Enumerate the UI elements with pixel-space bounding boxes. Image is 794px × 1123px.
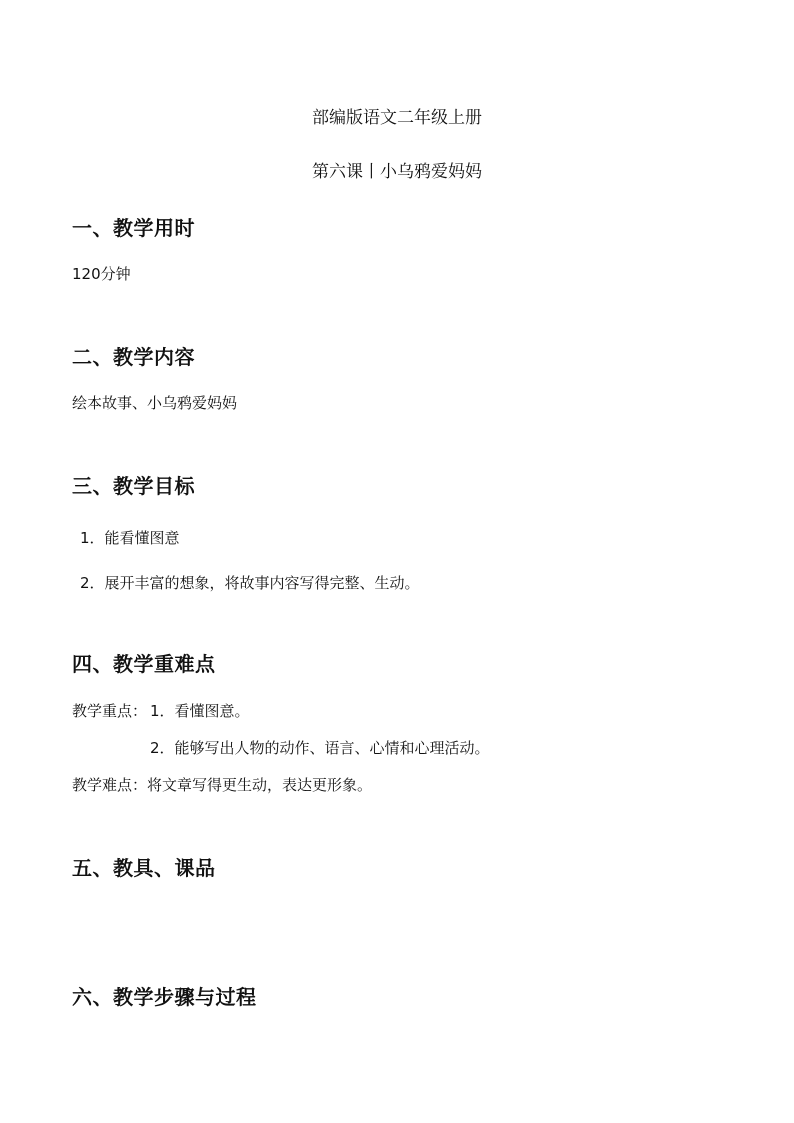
lesson-title: 第六课丨小乌鸦爱妈妈 — [312, 162, 482, 182]
section-heading-teaching-aids: 五、教具、课品 — [72, 856, 216, 880]
document-title: 部编版语文二年级上册 — [312, 108, 482, 128]
key-point-1: 1．看懂图意。 — [150, 702, 250, 720]
key-point-2: 2．能够写出人物的动作、语言、心情和心理活动。 — [150, 739, 490, 757]
section-heading-teaching-content: 二、教学内容 — [72, 345, 195, 369]
key-points-label: 教学重点： — [72, 702, 148, 720]
section-heading-key-difficult-points: 四、教学重难点 — [72, 652, 216, 676]
teaching-time-text: 120分钟 — [72, 265, 131, 283]
goal-item-1: 1．能看懂图意 — [80, 529, 180, 547]
section-heading-teaching-time: 一、教学用时 — [72, 216, 195, 240]
goal-item-2: 2．展开丰富的想象，将故事内容写得完整、生动。 — [80, 574, 420, 592]
teaching-content-text: 绘本故事、小乌鸦爱妈妈 — [72, 394, 238, 412]
section-heading-teaching-goals: 三、教学目标 — [72, 474, 195, 498]
section-heading-teaching-steps: 六、教学步骤与过程 — [72, 985, 257, 1009]
difficulty-text: 教学难点：将文章写得更生动，表达更形象。 — [72, 776, 373, 794]
